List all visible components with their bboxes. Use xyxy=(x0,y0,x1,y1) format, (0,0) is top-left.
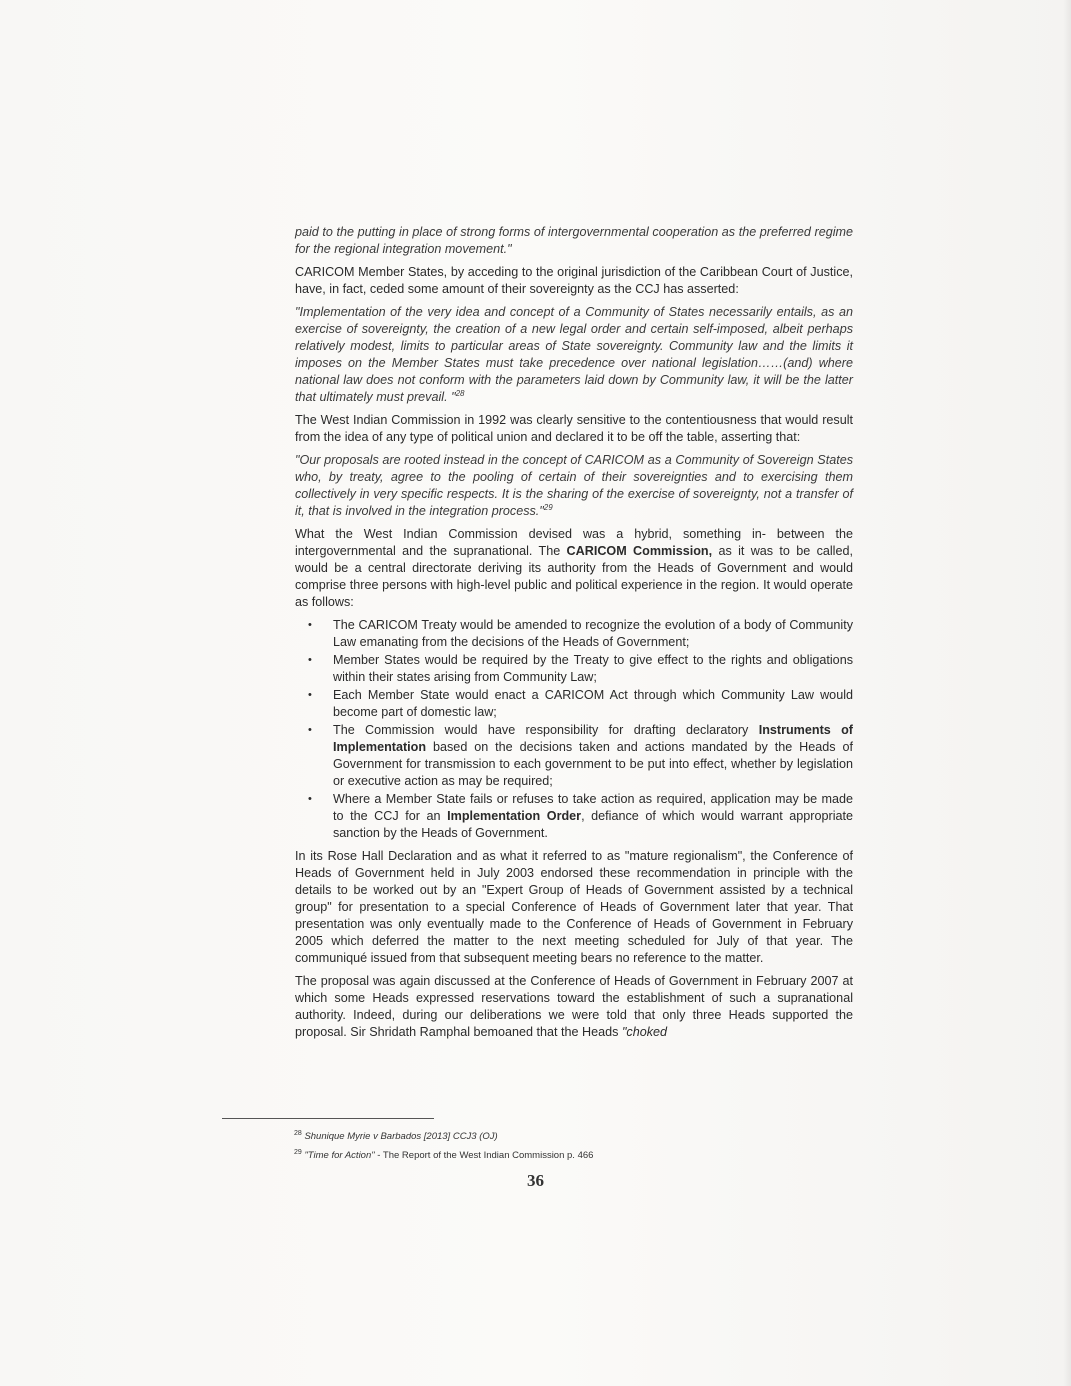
hybrid-text-1: What the West Indian Commission devised was a hybrid, something in- between the intergovernmental and the supranational. The xyxy=(295,527,853,558)
footnote-title: "Time for Action" xyxy=(304,1150,375,1162)
paragraph-caricom-member-states: CARICOM Member States, by acceding to the original jurisdiction of the Caribbean Court of Justice, have, in fact, ceded some amount of their sovereignty as the CCJ has asserted: xyxy=(295,265,853,296)
hybrid-text-2: as it was to be called, would be a central directorate deriving its authority from the Heads of Government and would comprise three persons with high-level public and political experience in the region. It would operate as follows: xyxy=(295,544,853,609)
footnote-number: 28 xyxy=(294,1130,302,1137)
list-item-text: Member States would be required by the Treaty to give effect to the rights and obligations within their states arising from Community Law; xyxy=(333,653,853,684)
list-item-text: The Commission would have responsibility for drafting declaratory xyxy=(333,723,759,737)
bullet-marker: • xyxy=(308,619,312,631)
proposal-quote-start: "choked xyxy=(621,1025,668,1039)
list-item xyxy=(295,791,853,842)
list-item-text: , defiance of which would warrant appropriate sanction by the Heads of Government. xyxy=(333,809,854,840)
quote-ccj-text: "Implementation of the very idea and concept of a Community of States necessarily entails, as an exercise of sovereignty, the creation of a new legal order and certain self-imposed, albeit perhaps relatively modest, limits to particular areas of State sovereignty. Community law and the limits it imposes on the Member States must take precedence over national legislation……(and) where national law does not conform with the parameters laid down by Community law, it will be the latter that ultimately must prevail. " xyxy=(295,305,853,404)
list-item-text: Where a Member State fails or refuses to take action as required, application may be made to the CCJ for an xyxy=(333,792,853,823)
list-item xyxy=(295,652,853,686)
footnote-divider xyxy=(222,1118,434,1119)
quote-west-indian-commission xyxy=(295,452,853,520)
list-item xyxy=(295,617,853,651)
bullet-marker: • xyxy=(308,793,312,805)
caricom-commission-term: CARICOM Commission, xyxy=(566,544,713,558)
footnote-text: - The Report of the West Indian Commission p. 466 xyxy=(374,1150,594,1162)
paragraph-west-indian-commission: The West Indian Commission in 1992 was clearly sensitive to the contentiousness that would result from the idea of any type of political union and declared it to be off the table, asserting that: xyxy=(295,413,853,444)
footnote-ref-28: 28 xyxy=(455,388,465,398)
bullet-marker: • xyxy=(308,689,312,701)
page-number: 36 xyxy=(527,1171,544,1190)
paragraph-rose-hall: In its Rose Hall Declaration and as what it referred to as "mature regionalism", the Conference of Heads of Government held in July 2003 endorsed these recommendation in principle with the details to be worked out by an "Expert Group of Heads of Government assisted by a technical group" for presentation to a special Conference of Heads of Government later that year. That presentation was only eventually made to the Conference of Heads of Government in February 2005 which deferred the matter to the next meeting scheduled for July of that year. The communiqué issued from that subsequent meeting bears no reference to the matter. xyxy=(295,849,853,965)
quote-ccj xyxy=(295,304,853,406)
implementation-order-term: Implementation Order xyxy=(447,809,582,823)
footnotes xyxy=(294,1126,854,1164)
body-text xyxy=(295,224,853,1047)
list-item-text: based on the decisions taken and actions mandated by the Heads of Government for transmission to each government to be put into effect, whether by legislation or executive action as may be required; xyxy=(333,740,853,788)
footnote-ref-29: 29 xyxy=(543,502,553,512)
instruments-of-implementation-term: Instruments of Implementation xyxy=(333,723,854,754)
bullet-marker: • xyxy=(308,724,312,736)
footnote-text: Shunique Myrie v Barbados [2013] CCJ3 (OJ) xyxy=(304,1131,498,1143)
footnote-number: 29 xyxy=(294,1149,302,1157)
quote-continuation: paid to the putting in place of strong forms of intergovernmental cooperation as the preferred regime for the regional integration movement." xyxy=(295,225,853,256)
footnote-29 xyxy=(294,1145,854,1164)
proposal-text: The proposal was again discussed at the Conference of Heads of Government in February 2007 at which some Heads expressed reservations toward the establishment of such a supranational authority. Indeed, during our deliberations we were told that only three Heads supported the proposal. Sir Shridath Ramphal bemoaned that the Heads xyxy=(295,974,853,1039)
paragraph-proposal xyxy=(295,973,853,1041)
list-item xyxy=(295,722,853,790)
list-item xyxy=(295,687,853,721)
quote-wic-text: "Our proposals are rooted instead in the concept of CARICOM as a Community of Sovereign States who, by treaty, agree to the pooling of certain of their sovereignties and to exercising them collectively in very specific respects. It is the sharing of the exercise of sovereignty, not a transfer of it, that is involved in the integration process." xyxy=(295,453,853,518)
paragraph-hybrid xyxy=(295,526,853,611)
bullet-marker: • xyxy=(308,654,312,666)
list-item-text: The CARICOM Treaty would be amended to recognize the evolution of a body of Community Law emanating from the decisions of the Heads of Government; xyxy=(333,618,853,649)
list-item-text: Each Member State would enact a CARICOM Act through which Community Law would become part of domestic law; xyxy=(333,688,853,719)
commission-operations-list xyxy=(295,617,853,842)
footnote-28 xyxy=(294,1126,854,1145)
